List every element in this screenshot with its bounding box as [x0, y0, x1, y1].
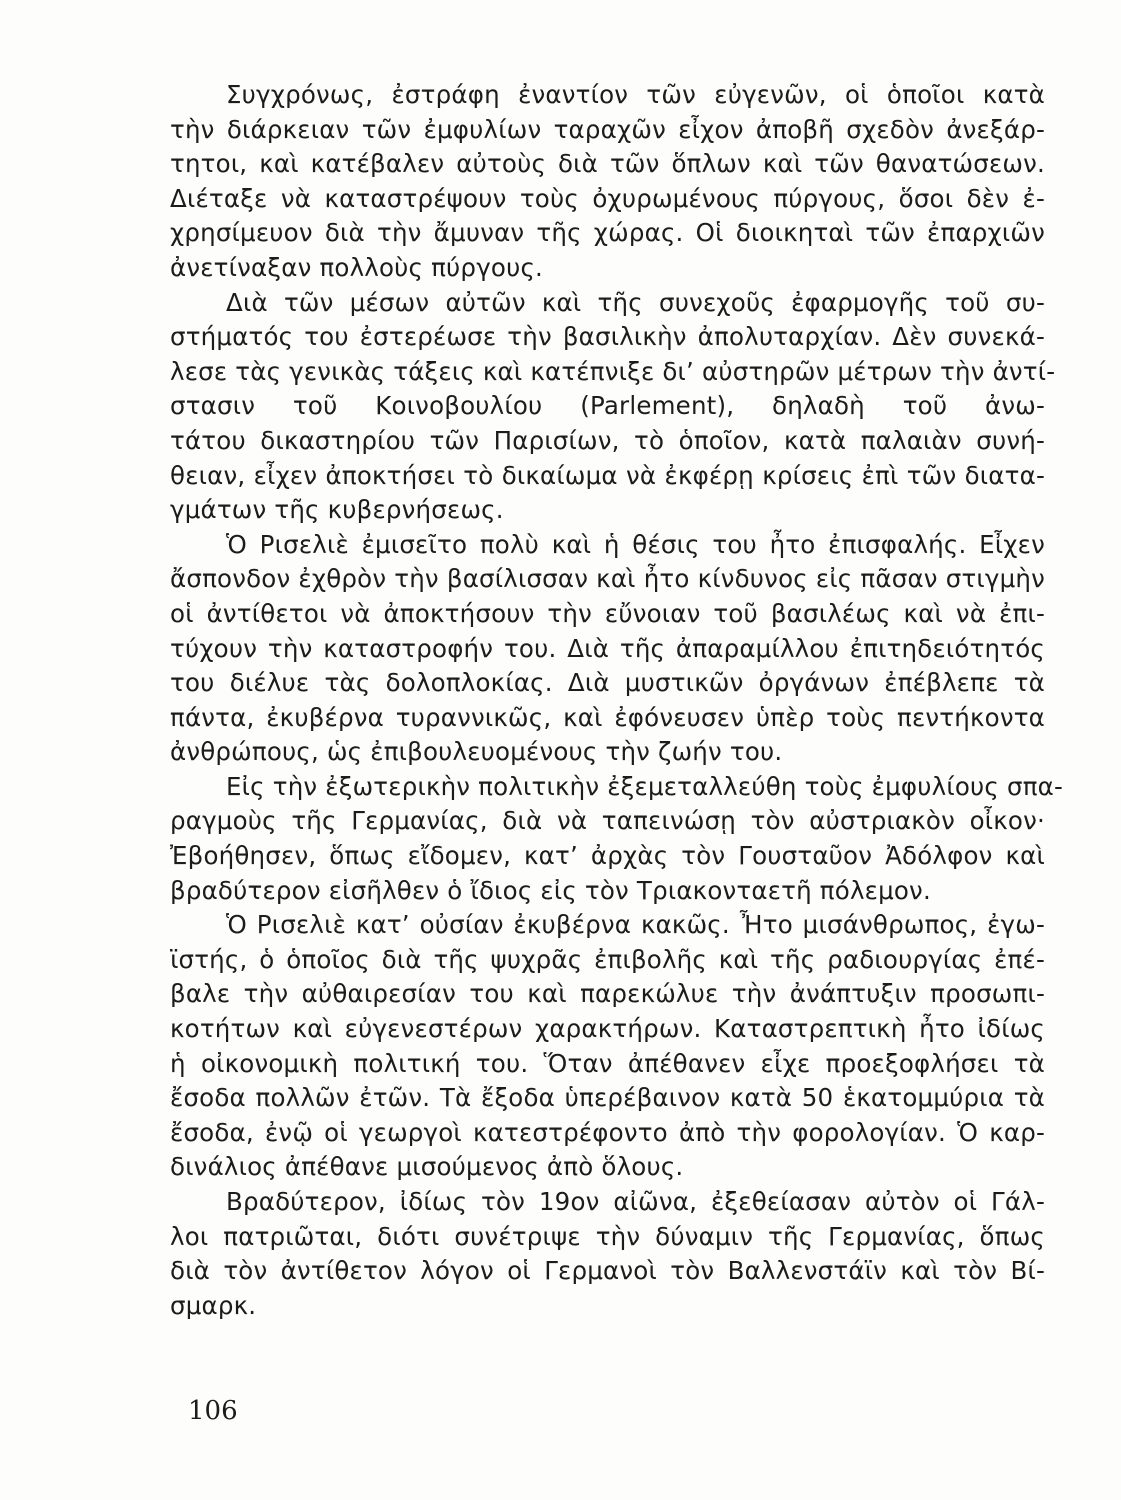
- text-line: τὴν διάρκειαν τῶν ἐμφυλίων ταραχῶν εἶχον ἀποβῆ σχεδὸν ἀνεξάρ-: [170, 114, 1045, 144]
- text-line: ἀνθρώπους, ὡς ἐπιβουλευομένους τὴν ζωήν του.: [170, 737, 783, 767]
- text-line: ἔσοδα, ἐνῷ οἱ γεωργοὶ κατεστρέφοντο ἀπὸ τὴν φορολογίαν. Ὁ καρ-: [170, 1117, 1045, 1147]
- text-line: δινάλιος ἀπέθανε μισούμενος ἀπὸ ὅλους.: [170, 1152, 684, 1182]
- text-line: Ἐβοήθησεν, ὅπως εἴδομεν, κατ’ ἀρχὰς τὸν Γουσταῦον Ἀδόλφον καὶ: [170, 841, 1045, 871]
- text-line: λεσε τὰς γενικὰς τάξεις καὶ κατέπνιξε δι’ αὐστηρῶν μέτρων τὴν ἀντί-: [170, 356, 1056, 386]
- text-line: βραδύτερον εἰσῆλθεν ὁ ἴδιος εἰς τὸν Τριακονταετῆ πόλεμον.: [170, 875, 931, 905]
- text-line: θειαν, εἶχεν ἀποκτήσει τὸ δικαίωμα νὰ ἐκφέρῃ κρίσεις ἐπὶ τῶν διατα-: [170, 460, 1045, 490]
- text-line: ἄσπονδον ἐχθρὸν τὴν βασίλισσαν καὶ ἦτο κίνδυνος εἰς πᾶσαν στιγμὴν: [170, 564, 1045, 594]
- text-line: λοι πατριῶται, διότι συνέτριψε τὴν δύναμιν τῆς Γερμανίας, ὅπως: [170, 1221, 1045, 1251]
- text-line: γμάτων τῆς κυβερνήσεως.: [170, 495, 504, 525]
- text-line: οἱ ἀντίθετοι νὰ ἀποκτήσουν τὴν εὔνοιαν τοῦ βασιλέως καὶ νὰ ἐπι-: [170, 598, 1045, 628]
- text-line: διὰ τὸν ἀντίθετον λόγον οἱ Γερμανοὶ τὸν Βαλλενστάϊν καὶ τὸν Βί-: [170, 1256, 1045, 1286]
- text-line: ϊστής, ὁ ὁποῖος διὰ τῆς ψυχρᾶς ἐπιβολῆς καὶ τῆς ραδιουργίας ἐπέ-: [170, 944, 1045, 974]
- text-line: Εἰς τὴν ἐξωτερικὴν πολιτικὴν ἐξεμεταλλεύθη τοὺς ἐμφυλίους σπα-: [226, 771, 1064, 801]
- text-line: κοτήτων καὶ εὐγενεστέρων χαρακτήρων. Καταστρεπτικὴ ἦτο ἰδίως: [170, 1014, 1045, 1044]
- text-line: ἔσοδα πολλῶν ἐτῶν. Τὰ ἔξοδα ὑπερέβαινον κατὰ 50 ἑκατομμύρια τὰ: [170, 1083, 1045, 1113]
- text-line: βαλε τὴν αὐθαιρεσίαν του καὶ παρεκώλυε τὴν ἀνάπτυξιν προσωπι-: [170, 979, 1045, 1009]
- text-line: ἡ οἰκονομικὴ πολιτική του. Ὅταν ἀπέθανεν εἶχε προεξοφλήσει τὰ: [170, 1048, 1045, 1078]
- text-line: σμαρκ.: [170, 1290, 257, 1320]
- text-line: ραγμοὺς τῆς Γερμανίας, διὰ νὰ ταπεινώσῃ τὸν αὐστριακὸν οἶκον·: [170, 806, 1045, 836]
- text-line: Βραδύτερον, ἰδίως τὸν 19ον αἰῶνα, ἐξεθείασαν αὐτὸν οἱ Γάλ-: [226, 1187, 1045, 1216]
- text-line: Ὁ Ρισελιὲ ἐμισεῖτο πολὺ καὶ ἡ θέσις του ἦτο ἐπισφαλής. Εἶχεν: [226, 529, 1045, 559]
- text-line: του διέλυε τὰς δολοπλοκίας. Διὰ μυστικῶν ὀργάνων ἐπέβλεπε τὰ: [170, 668, 1045, 698]
- text-line: τύχουν τὴν καταστροφήν του. Διὰ τῆς ἀπαραμίλλου ἐπιτηδειότητός: [170, 633, 1045, 663]
- text-line: Διέταξε νὰ καταστρέψουν τοὺς ὀχυρωμένους πύργους, ὅσοι δὲν ἐ-: [170, 183, 1045, 213]
- text-line: ἀνετίναξαν πολλοὺς πύργους.: [170, 252, 544, 282]
- text-line: πάντα, ἐκυβέρνα τυραννικῶς, καὶ ἐφόνευσεν ὑπὲρ τοὺς πεντήκοντα: [170, 702, 1045, 732]
- body-text: [170, 78, 1064, 1323]
- text-line: τητοι, καὶ κατέβαλεν αὐτοὺς διὰ τῶν ὅπλων καὶ τῶν θανατώσεων.: [170, 149, 1045, 179]
- text-line: Ὁ Ρισελιὲ κατ’ οὐσίαν ἐκυβέρνα κακῶς. Ἦτο μισάνθρωπος, ἐγω-: [226, 910, 1045, 940]
- text-line: στήματός του ἐστερέωσε τὴν βασιλικὴν ἀπολυταρχίαν. Δὲν συνεκά-: [170, 322, 1045, 352]
- text-line: στασιν τοῦ Κοινοβουλίου (Parlement), δηλαδὴ τοῦ ἀνω-: [170, 391, 1045, 421]
- page-number: 106: [188, 1396, 238, 1426]
- text-line: χρησίμευον διὰ τὴν ἄμυναν τῆς χώρας. Οἱ διοικηταὶ τῶν ἐπαρχιῶν: [170, 218, 1045, 248]
- text-line: Συγχρόνως, ἐστράφη ἐναντίον τῶν εὐγενῶν, οἱ ὁποῖοι κατὰ: [226, 80, 1045, 109]
- text-line: τάτου δικαστηρίου τῶν Παρισίων, τὸ ὁποῖον, κατὰ παλαιὰν συνή-: [170, 425, 1045, 455]
- text-line: Διὰ τῶν μέσων αὐτῶν καὶ τῆς συνεχοῦς ἐφαρμογῆς τοῦ συ-: [226, 287, 1045, 317]
